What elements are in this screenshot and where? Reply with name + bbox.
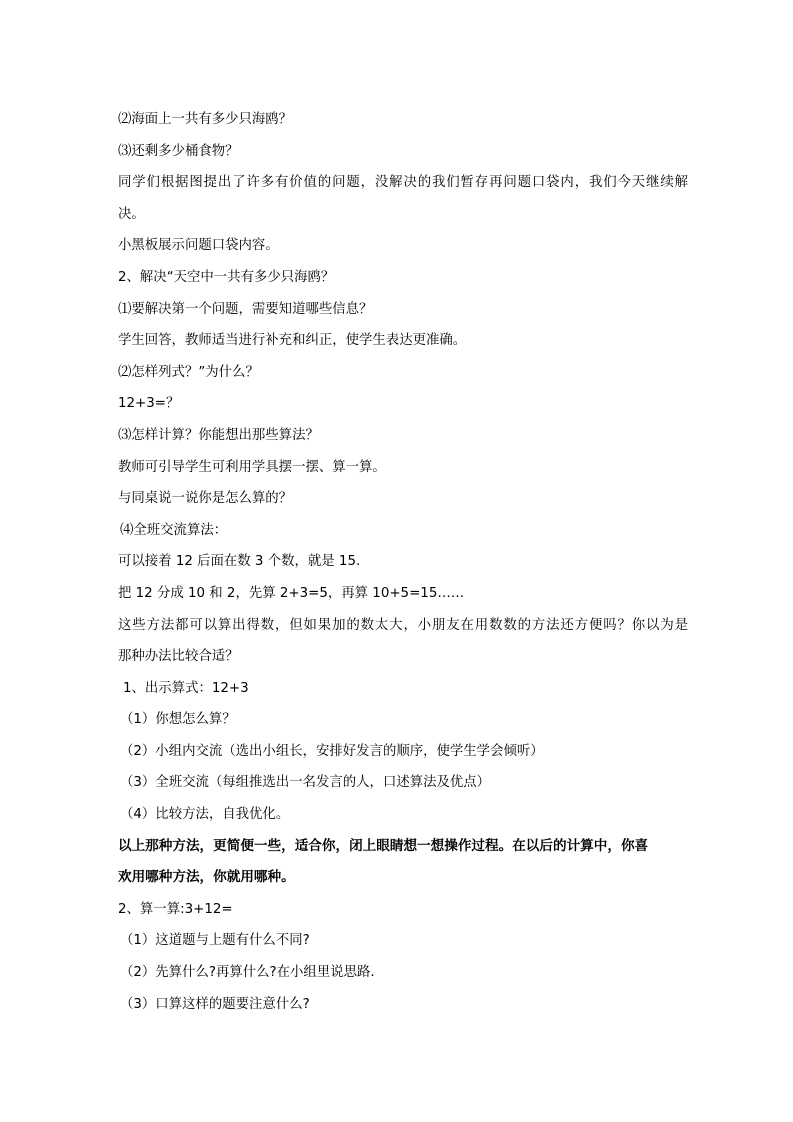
text-line: （3）口算这样的题要注意什么? — [120, 996, 310, 1012]
text-line: （2）小组内交流（选出小组长，安排好发言的顺序，使学生学会倾听） — [120, 743, 544, 759]
text-line: （3）全班交流（每组推选出一名发言的人，口述算法及优点） — [120, 775, 491, 791]
text-line: ⑵怎样列式？”为什么？ — [118, 364, 259, 380]
text-line: 小黑板展示问题口袋内容。 — [118, 238, 279, 254]
text-line: 这些方法都可以算出得数，但如果加的数太大，小朋友在用数数的方法还方便吗？你以为是 — [118, 617, 688, 633]
text-line: ⑷全班交流算法： — [120, 522, 228, 538]
text-line: ⑵海面上一共有多少只海鸥？ — [118, 112, 293, 127]
text-line: （1）这道题与上题有什么不同? — [120, 933, 310, 949]
text-line: 那种办法比较合适？ — [118, 649, 239, 665]
text-line: 把 12 分成 10 和 2，先算 2+3=5，再算 10+5=15…… — [118, 585, 465, 601]
text-line: 2、解决“天空中一共有多少只海鸥？ — [118, 269, 335, 285]
text-line: ⑶怎样计算？你能想出那些算法？ — [118, 427, 319, 443]
text-line: ⑶还剩多少桶食物？ — [118, 143, 239, 159]
text-line: （2）先算什么?再算什么?在小组里说思路. — [120, 965, 375, 981]
text-line: 学生回答，教师适当进行补充和纠正，使学生表达更准确。 — [118, 333, 467, 349]
text-line: 与同桌说一说你是怎么算的？ — [118, 491, 293, 507]
document-body — [118, 104, 688, 1020]
text-line: （1）你想怎么算？ — [120, 712, 236, 728]
text-line: 1、出示算式：12+3 — [123, 680, 249, 696]
text-line: 可以接着 12 后面在数 3 个数，就是 15. — [118, 554, 361, 570]
text-line: 2、算一算:3+12= — [118, 901, 233, 917]
emphasis-line: 以上那种方法，更简便一些，适合你，闭上眼睛想一想操作过程。在以后的计算中，你喜 — [118, 837, 649, 854]
text-line: （4）比较方法，自我优化。 — [120, 807, 290, 823]
text-line: 决。 — [118, 206, 145, 222]
text-line: 教师可引导学生可利用学具摆一摆、算一算。 — [118, 459, 386, 475]
text-line: 12+3=？ — [118, 396, 180, 412]
text-line: 同学们根据图提出了许多有价值的问题，没解决的我们暂存再问题口袋内，我们今天继续解 — [118, 175, 688, 191]
emphasis-line: 欢用哪种方法，你就用哪种。 — [118, 869, 295, 886]
text-line: ⑴要解决第一个问题，需要知道哪些信息？ — [118, 301, 373, 317]
